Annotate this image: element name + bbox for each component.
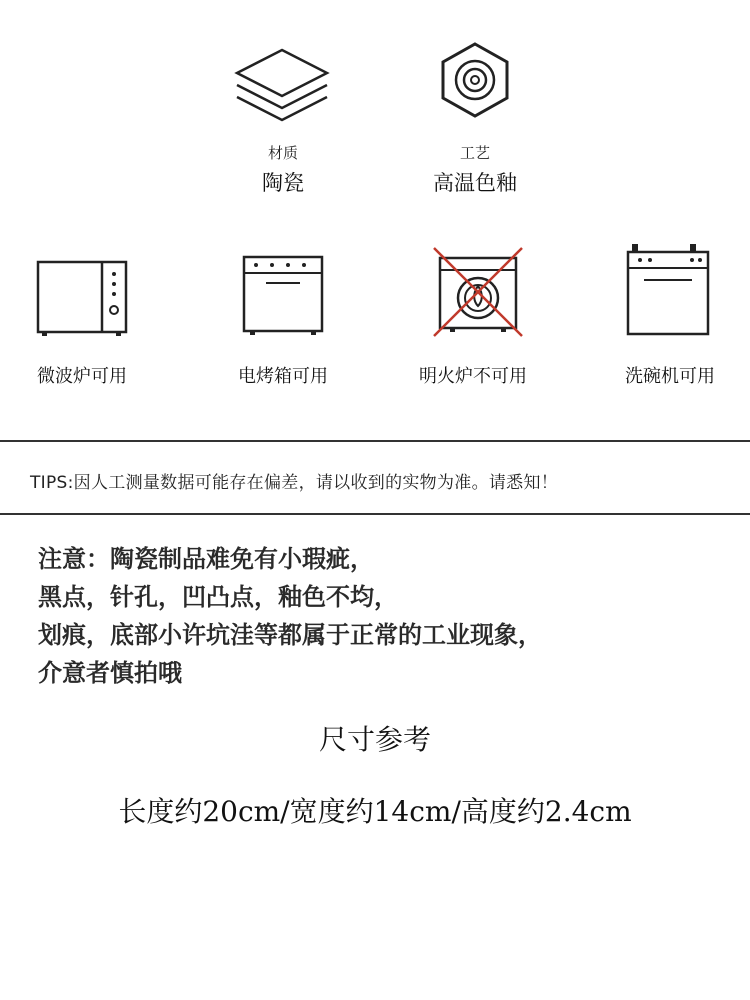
feature-material-label: 材质: [267, 144, 298, 162]
notice-line: 介意者慎拍哦: [38, 659, 182, 687]
notice-line: 黑点，针孔，凹凸点，釉色不均，: [38, 583, 398, 611]
stove-crossed-icon: [432, 246, 524, 338]
tips-bottom-rule: [0, 513, 750, 515]
size-dimensions: 长度约20cm/宽度约14cm/高度约2.4cm: [118, 795, 632, 828]
glaze-hexagon-icon: [440, 42, 510, 118]
feature-material-value: 陶瓷: [262, 171, 304, 195]
appliance-label-dishwasher: 洗碗机可用: [625, 366, 715, 387]
dishwasher-icon: [626, 242, 710, 338]
layers-icon: [232, 45, 332, 125]
feature-craft-label: 工艺: [459, 144, 490, 162]
tips-text: TIPS:因人工测量数据可能存在偏差，请以收到的实物为准。请悉知！: [30, 473, 559, 493]
tips-top-rule: [0, 440, 750, 442]
feature-craft-value: 高温色釉: [433, 171, 517, 195]
notice-line: 划痕，底部小许坑洼等都属于正常的工业现象，: [38, 621, 542, 649]
size-title: 尺寸参考: [318, 723, 431, 756]
appliance-label-stove: 明火炉不可用: [419, 366, 527, 387]
appliance-label-microwave: 微波炉可用: [37, 366, 127, 387]
oven-icon: [242, 255, 324, 337]
notice-block: [38, 540, 542, 692]
microwave-icon: [36, 260, 128, 338]
appliance-label-oven: 电烤箱可用: [238, 366, 328, 387]
notice-line: 注意：陶瓷制品难免有小瑕疵，: [38, 545, 374, 573]
